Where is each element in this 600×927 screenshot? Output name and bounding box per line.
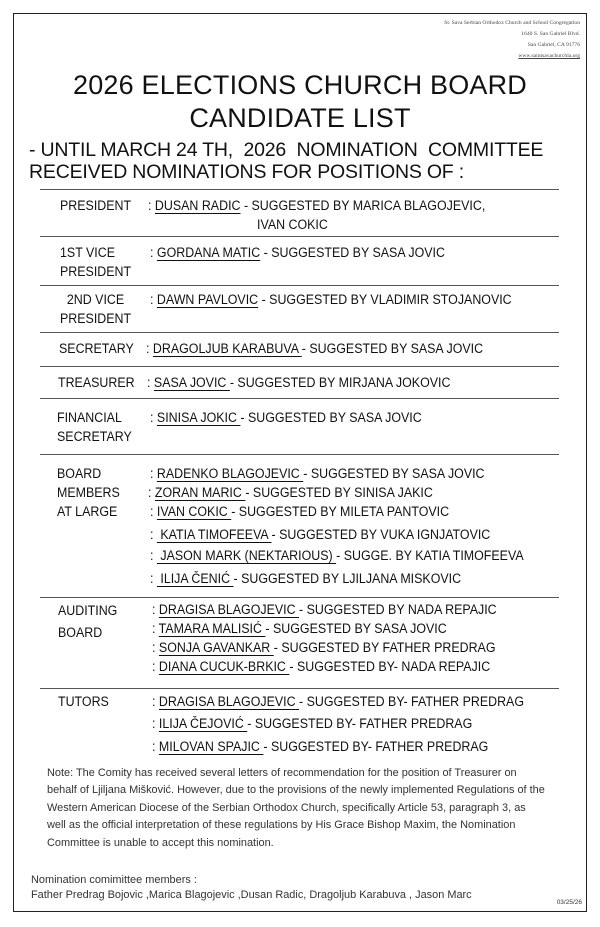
suggested-by: - SUGGESTED BY SINISA JAKIC <box>245 485 433 500</box>
nomination-continuation <box>257 215 328 234</box>
intro-text <box>29 139 543 183</box>
nomination-entry <box>152 600 497 619</box>
suggested-by: - SUGGESTED BY NADA REPAJIC <box>299 602 497 617</box>
candidate-name: IVAN COKIC <box>156 504 232 519</box>
colon: : <box>146 341 153 356</box>
divider <box>40 597 559 598</box>
candidate-name: DRAGISA BLAGOJEVIC <box>158 694 300 709</box>
document-date: 03/25/26 <box>556 899 582 906</box>
candidate-name: SASA JOVIC <box>153 375 230 390</box>
candidate-name: ZORAN MARIC <box>154 485 246 500</box>
position-label-line: 2ND VICE <box>66 292 125 307</box>
suggested-by: - SUGGESTED BY- FATHER PREDRAG <box>247 716 473 731</box>
nomination-entry <box>152 714 472 733</box>
position-label-auditing-board <box>58 600 117 644</box>
suggested-by: - SUGGESTED BY MARICA BLAGOJEVIC, <box>240 198 486 213</box>
nomination-entry <box>152 692 524 711</box>
nomination-entry <box>150 464 485 483</box>
committee-members: Father Predrag Bojovic ,Marica Blagojevic ,Dusan Radic, Dragoljub Karabuva , Jason Marc <box>31 889 472 901</box>
colon: : <box>150 527 157 542</box>
candidate-name: TAMARA MALISIĆ <box>158 621 266 636</box>
colon: : <box>150 466 157 481</box>
nomination-entry <box>148 196 485 215</box>
suggested-by: - SUGGESTED BY SASA JOVIC <box>240 410 422 425</box>
colon: : <box>148 485 155 500</box>
position-label-line: 1ST VICE <box>60 245 115 260</box>
suggested-by: - SUGGESTED BY VUKA IGNJATOVIC <box>271 527 491 542</box>
candidate-name: DAWN PAVLOVIC <box>156 292 259 307</box>
position-label-financial-secretary <box>57 408 132 446</box>
organization-header <box>444 18 580 62</box>
nomination-entry <box>150 569 461 588</box>
candidate-name: KATIA TIMOFEEVA <box>156 527 272 542</box>
position-label-president <box>60 196 131 215</box>
candidate-name: JASON MARK (NEKTARIOUS) <box>156 548 337 563</box>
position-label-line: MEMBERS <box>57 485 120 500</box>
divider <box>40 454 559 455</box>
nomination-entry <box>150 290 512 309</box>
colon: : <box>147 375 154 390</box>
organization-address-line2: San Gabriel, CA 91776 <box>527 42 580 48</box>
candidate-name: RADENKO BLAGOJEVIC <box>156 466 304 481</box>
nomination-entry <box>150 546 524 565</box>
suggested-by: - SUGGESTED BY- FATHER PREDRAG <box>263 739 489 754</box>
position-label-tutors <box>58 692 109 711</box>
suggested-by: - SUGGESTED BY SASA JOVIC <box>260 245 445 260</box>
nomination-entry <box>146 339 483 358</box>
position-label-line: TUTORS <box>58 694 109 709</box>
position-label-line: FINANCIAL <box>57 410 122 425</box>
colon: : <box>150 292 157 307</box>
colon: : <box>150 571 157 586</box>
suggested-by: - SUGGESTED BY LJILJANA MISKOVIC <box>233 571 462 586</box>
position-label-line: SECRETARY <box>59 341 134 356</box>
candidate-name: ILIJA ČEJOVIĆ <box>158 716 248 731</box>
divider <box>40 236 559 237</box>
suggested-by: - SUGGESTED BY SASA JOVIC <box>303 466 485 481</box>
nomination-entry <box>150 243 445 262</box>
organization-name: St. Sava Serbian Orthodox Church and School Congregation <box>444 20 580 26</box>
nomination-committee <box>31 873 472 903</box>
nomination-entry <box>150 502 449 521</box>
divider <box>40 189 559 190</box>
suggested-by: - SUGGESTED BY VLADIMIR STOJANOVIC <box>258 292 512 307</box>
nomination-entry <box>152 619 447 638</box>
position-label-treasurer <box>58 373 135 392</box>
candidate-name: DIANA CUCUK-BRKIC <box>158 659 290 674</box>
colon: : <box>148 198 155 213</box>
suggested-by: - SUGGESTED BY SASA JOVIC <box>301 341 484 356</box>
title-line2: CANDIDATE LIST <box>189 103 411 133</box>
suggested-by: - SUGGESTED BY- FATHER PREDRAG <box>299 694 525 709</box>
nomination-entry <box>152 737 488 756</box>
nomination-entry <box>152 657 490 676</box>
candidate-name: SINISA JOKIC <box>156 410 241 425</box>
colon: : <box>150 410 157 425</box>
position-label-line: AUDITING <box>58 603 118 618</box>
candidate-name: MILOVAN SPAJIC <box>158 739 264 754</box>
position-label-line: TREASURER <box>58 375 135 390</box>
intro-line2: RECEIVED NOMINATIONS FOR POSITIONS OF : <box>29 161 464 183</box>
intro-line1: - UNTIL MARCH 24 TH, 2026 NOMINATION COMMITTEE <box>29 139 544 161</box>
candidate-name: ILIJA ČENIĆ <box>156 571 234 586</box>
suggested-by-continuation: IVAN COKIC <box>257 217 328 232</box>
nomination-entry <box>150 525 490 544</box>
colon: : <box>152 640 159 655</box>
organization-website-link[interactable]: www.saintsavachurchla.org <box>518 53 580 59</box>
suggested-by: - SUGGESTED BY MIRJANA JOKOVIC <box>229 375 451 390</box>
note-paragraph: Note: The Comity has received several letters of recommendation for the position of Treasurer on behalf of Ljiljana Mišković. However, due to the provisions of the newly implemented Regulations of the Western American Diocese of the Serbian Orthodox Church, specifically Article 53, paragraph 3, as well as the official interpretation of these regulations by His Grace Bishop Maxim, the Nomination Committee is unable to accept this nomination. <box>47 767 545 849</box>
position-label-line: PRESIDENT <box>60 311 132 326</box>
suggested-by: - SUGGESTED BY FATHER PREDRAG <box>273 640 496 655</box>
position-label-1st-vice-president <box>60 243 131 281</box>
colon: : <box>152 602 159 617</box>
position-label-secretary <box>59 339 134 358</box>
position-label-line: BOARD <box>58 625 103 640</box>
document-title <box>0 69 600 135</box>
divider <box>40 688 559 689</box>
candidate-name: DUSAN RADIC <box>154 198 241 213</box>
candidate-name: DRAGISA BLAGOJEVIC <box>158 602 300 617</box>
divider <box>40 285 559 286</box>
divider <box>40 366 559 367</box>
suggested-by: - SUGGESTED BY SASA JOVIC <box>265 621 447 636</box>
position-label-line: PRESIDENT <box>60 198 132 213</box>
colon: : <box>152 694 159 709</box>
colon: : <box>152 739 159 754</box>
candidate-name: GORDANA MATIC <box>156 245 261 260</box>
colon: : <box>150 504 157 519</box>
candidate-name: DRAGOLJUB KARABUVA <box>152 341 302 356</box>
candidate-name: SONJA GAVANKAR <box>158 640 274 655</box>
committee-heading: Nomination comimittee members : <box>31 874 197 886</box>
suggested-by: - SUGGESTED BY- NADA REPAJIC <box>289 659 491 674</box>
colon: : <box>150 245 157 260</box>
nomination-entry <box>147 373 450 392</box>
organization-address-line1: 1640 S. San Gabriel Blvd. <box>521 31 580 37</box>
nomination-entry <box>148 483 433 502</box>
title-line1: 2026 ELECTIONS CHURCH BOARD <box>72 70 527 100</box>
position-label-2nd-vice-president <box>60 290 131 328</box>
colon: : <box>152 659 159 674</box>
nomination-entry <box>150 408 422 427</box>
position-label-line: AT LARGE <box>57 504 118 519</box>
divider <box>40 398 559 399</box>
colon: : <box>152 621 159 636</box>
divider <box>40 332 559 333</box>
colon: : <box>152 716 159 731</box>
position-label-board-members-at-large <box>57 464 120 521</box>
position-label-line: BOARD <box>57 466 102 481</box>
position-label-line: PRESIDENT <box>60 264 132 279</box>
nomination-entry <box>152 638 495 657</box>
colon: : <box>150 548 157 563</box>
suggested-by: - SUGGE. BY KATIA TIMOFEEVA <box>336 548 524 563</box>
suggested-by: - SUGGESTED BY MILETA PANTOVIC <box>231 504 450 519</box>
position-label-line: SECRETARY <box>57 429 132 444</box>
